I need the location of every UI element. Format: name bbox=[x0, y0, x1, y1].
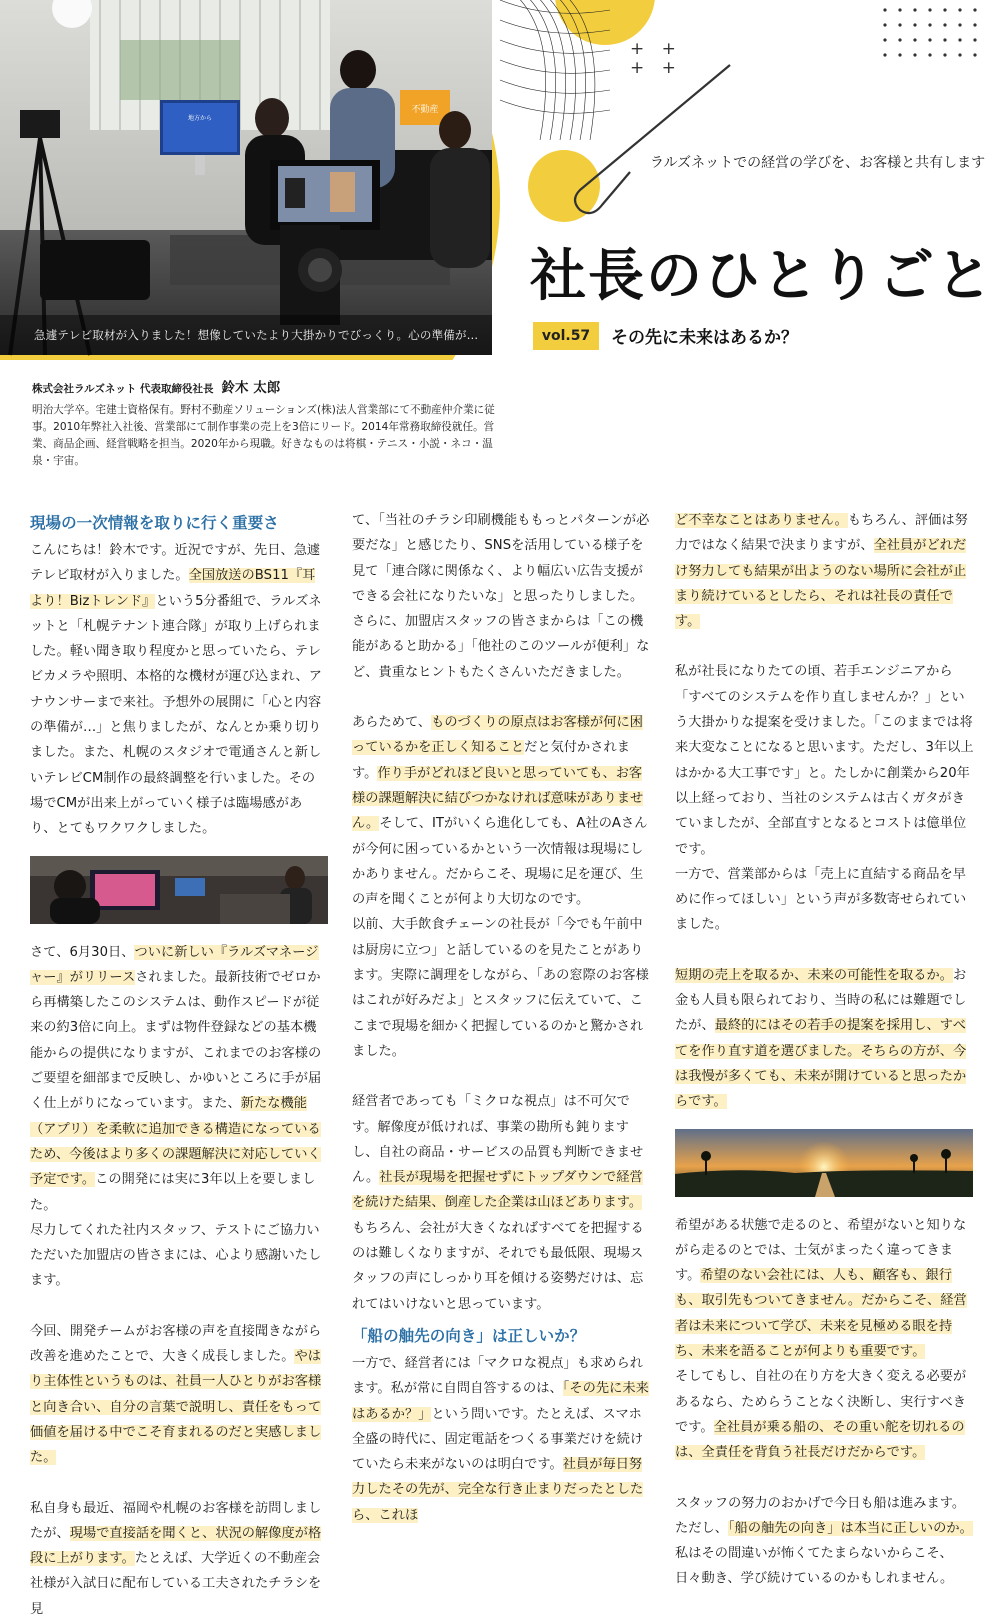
dot-grid-decoration bbox=[880, 5, 990, 70]
tv-interview-photo bbox=[0, 0, 492, 355]
article-column-1 bbox=[30, 510, 328, 1622]
paragraph: 尽力してくれた社内スタッフ、テストにご協力いただいた加盟店の皆さまには、心より感謝いたします。 bbox=[30, 1222, 322, 1289]
highlight: 希望のない会社には、人も、顧客も、銀行も、取引先もついてきません。だからこそ、経営者は未来について学び、未来を見極める眼を持ち、未来を語ることが何よりも重要です。 bbox=[675, 1268, 967, 1360]
paragraph: そしてもし、自社の在り方を大きく変える必要があるなら、ためらうことなく決断し、実行すべきです。全社員が乗る船の、その重い舵を切れるのは、全責任を背負う社長だけだからです。 bbox=[675, 1369, 967, 1461]
vol-badge: vol.57 bbox=[533, 322, 599, 350]
page-title: 社長のひとりごと bbox=[530, 244, 994, 309]
article-column-3 bbox=[675, 508, 975, 1592]
highlight: 作り手がどれほど良いと思っていても、お客様の課題解決に結びつかなければ意味がありません。 bbox=[352, 765, 644, 832]
highlight: 全社員が乗る船の、その重い舵を切れるのは、全責任を背負う社長だけだからです。 bbox=[675, 1419, 965, 1461]
photo-caption: 急遽テレビ取材が入りました！想像していたより大掛かりでびっくり。心の準備が… bbox=[34, 328, 479, 342]
paragraph: 経営者であっても「ミクロな視点」は不可欠です。解像度が低ければ、事業の勘所も鈍りますし、自社の商品・サービスの品質も判断できません。社長が現場を把握せずにトップダウンで経営を続けた結果、倒産した企業は山ほどあります。 bbox=[352, 1094, 644, 1211]
sign-text: 不動産 bbox=[411, 105, 439, 115]
sunrise-photo bbox=[675, 1129, 973, 1197]
paragraph: 今回、開発チームがお客様の声を直接聞きながら改善を進めたことで、大きく成長しました。やはり主体性というものは、社員一人ひとりがお客様と向き合い、自分の言葉で説明し、責任をもって価値を届ける中でこそ育まれるのだと実感しました。 bbox=[30, 1323, 322, 1466]
paragraph: あらためて、ものづくりの原点はお客様が何に困っているかを正しく知ることだと気付かされます。作り手がどれほど良いと思っていても、お客様の課題解決に結びつかなければ意味がありません。そして、ITがいくら進化しても、A社のAさんが今何に困っているかという一次情報は現場にしかありません。だからこそ、現場に足を運び、生の声を聞くことが何より大切なのです。 bbox=[352, 715, 648, 908]
paragraph: 希望がある状態で走るのと、希望がないと知りながら走るのとでは、士気がまったく違ってきます。希望のない会社には、人も、顧客も、銀行も、取引先もついてきません。だからこそ、経営者は未来について学び、未来を見極める眼を持ち、未来を語ることが何よりも重要です。 bbox=[675, 1217, 967, 1360]
highlight: ものづくりの原点はお客様が何に困っているかを正しく知ること bbox=[352, 715, 643, 756]
paragraph: 以前、大手飲食チェーンの社長が「今でも午前中は厨房に立つ」と話しているのを見たことがあります。実際に調理をしながら、「あの窓際のお客様はこれが好みだよ」とスタッフに伝えていて、ここまで現場を細かく把握しているのかと驚かされました。 bbox=[352, 917, 649, 1059]
highlight: ど不幸なことはありません。 bbox=[675, 513, 848, 528]
highlight: 短期の売上を取るか、未来の可能性を取るか。 bbox=[675, 967, 953, 983]
author-name: 鈴木 太郎 bbox=[221, 380, 281, 396]
monitor-text: 地方から bbox=[187, 115, 213, 122]
paragraph: もちろん、会社が大きくなればすべてを把握するのは難しくなりますが、それでも最低限、現場スタッフの声にしっかり耳を傾ける姿勢だけは、忘れてはいけないと思っています。 bbox=[352, 1220, 644, 1312]
paragraph: さて、6月30日、ついに新しい『ラルズマネージャー』がリリースされました。最新技術でゼロから再構築したこのシステムは、動作スピードが従来の約3倍に向上。まずは物件登録などの基本機能からの提供になりますが、これまでのお客様のご要望を細部まで反映し、かゆいところに手が届く仕上がりになっています。また、新たな機能（アプリ）を柔軟に追加できる構造になっているため、今後はより多くの課題解決に対応していく予定です。この開発には実に3年以上を要しました。 bbox=[30, 944, 322, 1213]
highlight: 全国放送のBS11『耳より！Bizトレンド』 bbox=[30, 568, 316, 609]
author-profile bbox=[32, 376, 502, 470]
paragraph: 短期の売上を取るか、未来の可能性を取るか。お金も人員も限られており、当時の私には難題でしたが、最終的にはその若手の提案を採用し、すべてを作り直す道を選びました。そちらの方が、今は我慢が多くても、未来が開けていると思ったからです。 bbox=[675, 967, 967, 1110]
author-bio: 明治大学卒。宅建士資格保有。野村不動産ソリューションズ(株)法人営業部にて不動産仲介業に従事。2010年弊社入社後、営業部にて制作事業の売上を3倍にリード。2014年常務取締役就任。営業、商品企画、経営戦略を担当。2020年から現職。好きなものは将棋・テニス・小説・ネコ・温泉・宇宙。 bbox=[32, 404, 495, 467]
author-role: 株式会社ラルズネット 代表取締役社長 bbox=[32, 383, 214, 395]
section-heading-1: 現場の一次情報を取りに行く重要さ bbox=[30, 514, 279, 532]
highlight: 最終的にはその若手の提案を採用し、すべてを作り直す道を選びました。そちらの方が、今は我慢が多くても、未来が開けていると思ったからです。 bbox=[675, 1018, 967, 1110]
plus-signs-decoration: + + + + bbox=[630, 39, 682, 78]
highlight: 新たな機能（アプリ）を柔軟に追加できる構造になっているため、今後はより多くの課題解決に対応していく予定です。 bbox=[30, 1096, 321, 1188]
paragraph: 私自身も最近、福岡や札幌のお客様を訪問しましたが、現場で直接話を聞くと、状況の解像度が格段に上がります。たとえば、大学近くの不動産会社様が入試日に配布している工夫されたチラシを見 bbox=[30, 1500, 322, 1617]
tagline: ラルズネットでの経営の学びを、お客様と共有します bbox=[650, 155, 986, 171]
paragraph: ど不幸なことはありません。もちろん、評価は努力ではなく結果で決まりますが、全社員がどれだけ努力しても結果が出ようのない場所に会社が止まり続けているとしたら、それは社長の責任です。 bbox=[675, 513, 968, 630]
paragraph: 一方で、営業部からは「売上に直結する商品を早めに作ってほしい」という声が多数寄せられていました。 bbox=[675, 866, 967, 933]
article-subtitle: その先に未来はあるか？ bbox=[611, 328, 798, 348]
article-column-2 bbox=[352, 508, 652, 1528]
paragraph: 一方で、経営者には「マクロな視点」も求められます。私が常に自問自答するのは、「その先に未来はあるか？」という問いです。たとえば、スマホ全盛の時代に、固定電話をつくる事業だけを続けていたら未来がないのは明白です。社員が毎日努力したその先が、完全な行き止まりだったとしたら、これほ bbox=[352, 1355, 649, 1523]
line-decoration bbox=[540, 60, 740, 220]
paragraph: こんにちは！鈴木です。近況ですが、先日、急遽テレビ取材が入りました。全国放送のBS11『耳より！Bizトレンド』という5分番組で、ラルズネットと「札幌テナント連合隊」が取り上げられました。軽い聞き取り程度かと思っていたら、テレビカメラや照明、本格的な機材が運び込まれ、アナウンサーまで来社。予想外の展開に「心と内容の準備が…」と焦りましたが、なんとか乗り切りました。また、札幌のスタジオで電通さんと新しいテレビCM制作の最終調整を行いました。その場でCMが出来上がっていく様子は臨場感があり、とてもワクワクしました。 bbox=[30, 543, 323, 837]
highlight: 現場で直接話を聞くと、状況の解像度が格段に上がります。 bbox=[30, 1525, 322, 1567]
highlight: やはり主体性というものは、社員一人ひとりがお客様と向き合い、自分の言葉で説明し、責任をもって価値を届ける中でこそ育まれるのだと実感しました。 bbox=[30, 1349, 322, 1466]
highlight: 社員が毎日努力したその先が、完全な行き止まりだったとしたら、これほ bbox=[352, 1457, 644, 1523]
highlight: ついに新しい『ラルズマネージャー』がリリース bbox=[30, 944, 319, 985]
highlight: 社長が現場を把握せずにトップダウンで経営を続けた結果、倒産した企業は山ほどあります。 bbox=[352, 1170, 643, 1211]
paragraph: て、「当社のチラシ印刷機能ももっとパターンが必要だな」と感じたり、SNSを活用している様子を見て「連合隊に関係なく、より幅広い広告支援ができる会社になりたいな」と思ったりしました。 bbox=[352, 513, 650, 604]
paragraph: 私が社長になりたての頃、若手エンジニアから「すべてのシステムを作り直しませんか？」という大掛かりな提案を受けました。「このままでは将来大変なことになると思います。ただし、3年以上はかかる大工事です」と。たしかに創業から20年以上経っており、当社のシステムは古くガタがきていましたが、全部直すとなるとコストは億単位です。 bbox=[675, 664, 974, 857]
paragraph: スタッフの努力のおかげで今日も船は進みます。ただし、「船の舳先の向き」は本当に正しいのか。私はその間違いが怖くてたまらないからこそ、日々動き、学び続けているのかもしれません。 bbox=[675, 1495, 973, 1587]
paragraph: さらに、加盟店スタッフの皆さまからは「この機能があると助かる」「他社のこのツールが便利」など、貴重なヒントもたくさんいただきました。 bbox=[352, 614, 650, 680]
section-heading-2: 「船の舳先の向き」は正しいか？ bbox=[352, 1326, 586, 1345]
studio-photo bbox=[30, 856, 328, 924]
highlight: 「船の舳先の向き」は本当に正しいのか。 bbox=[727, 1520, 973, 1536]
highlight: 「その先に未来はあるか？」 bbox=[352, 1381, 649, 1422]
highlight: 全社員がどれだけ努力しても結果が出ようのない場所に会社が止まり続けているとしたら、それは社長の責任です。 bbox=[675, 538, 967, 630]
